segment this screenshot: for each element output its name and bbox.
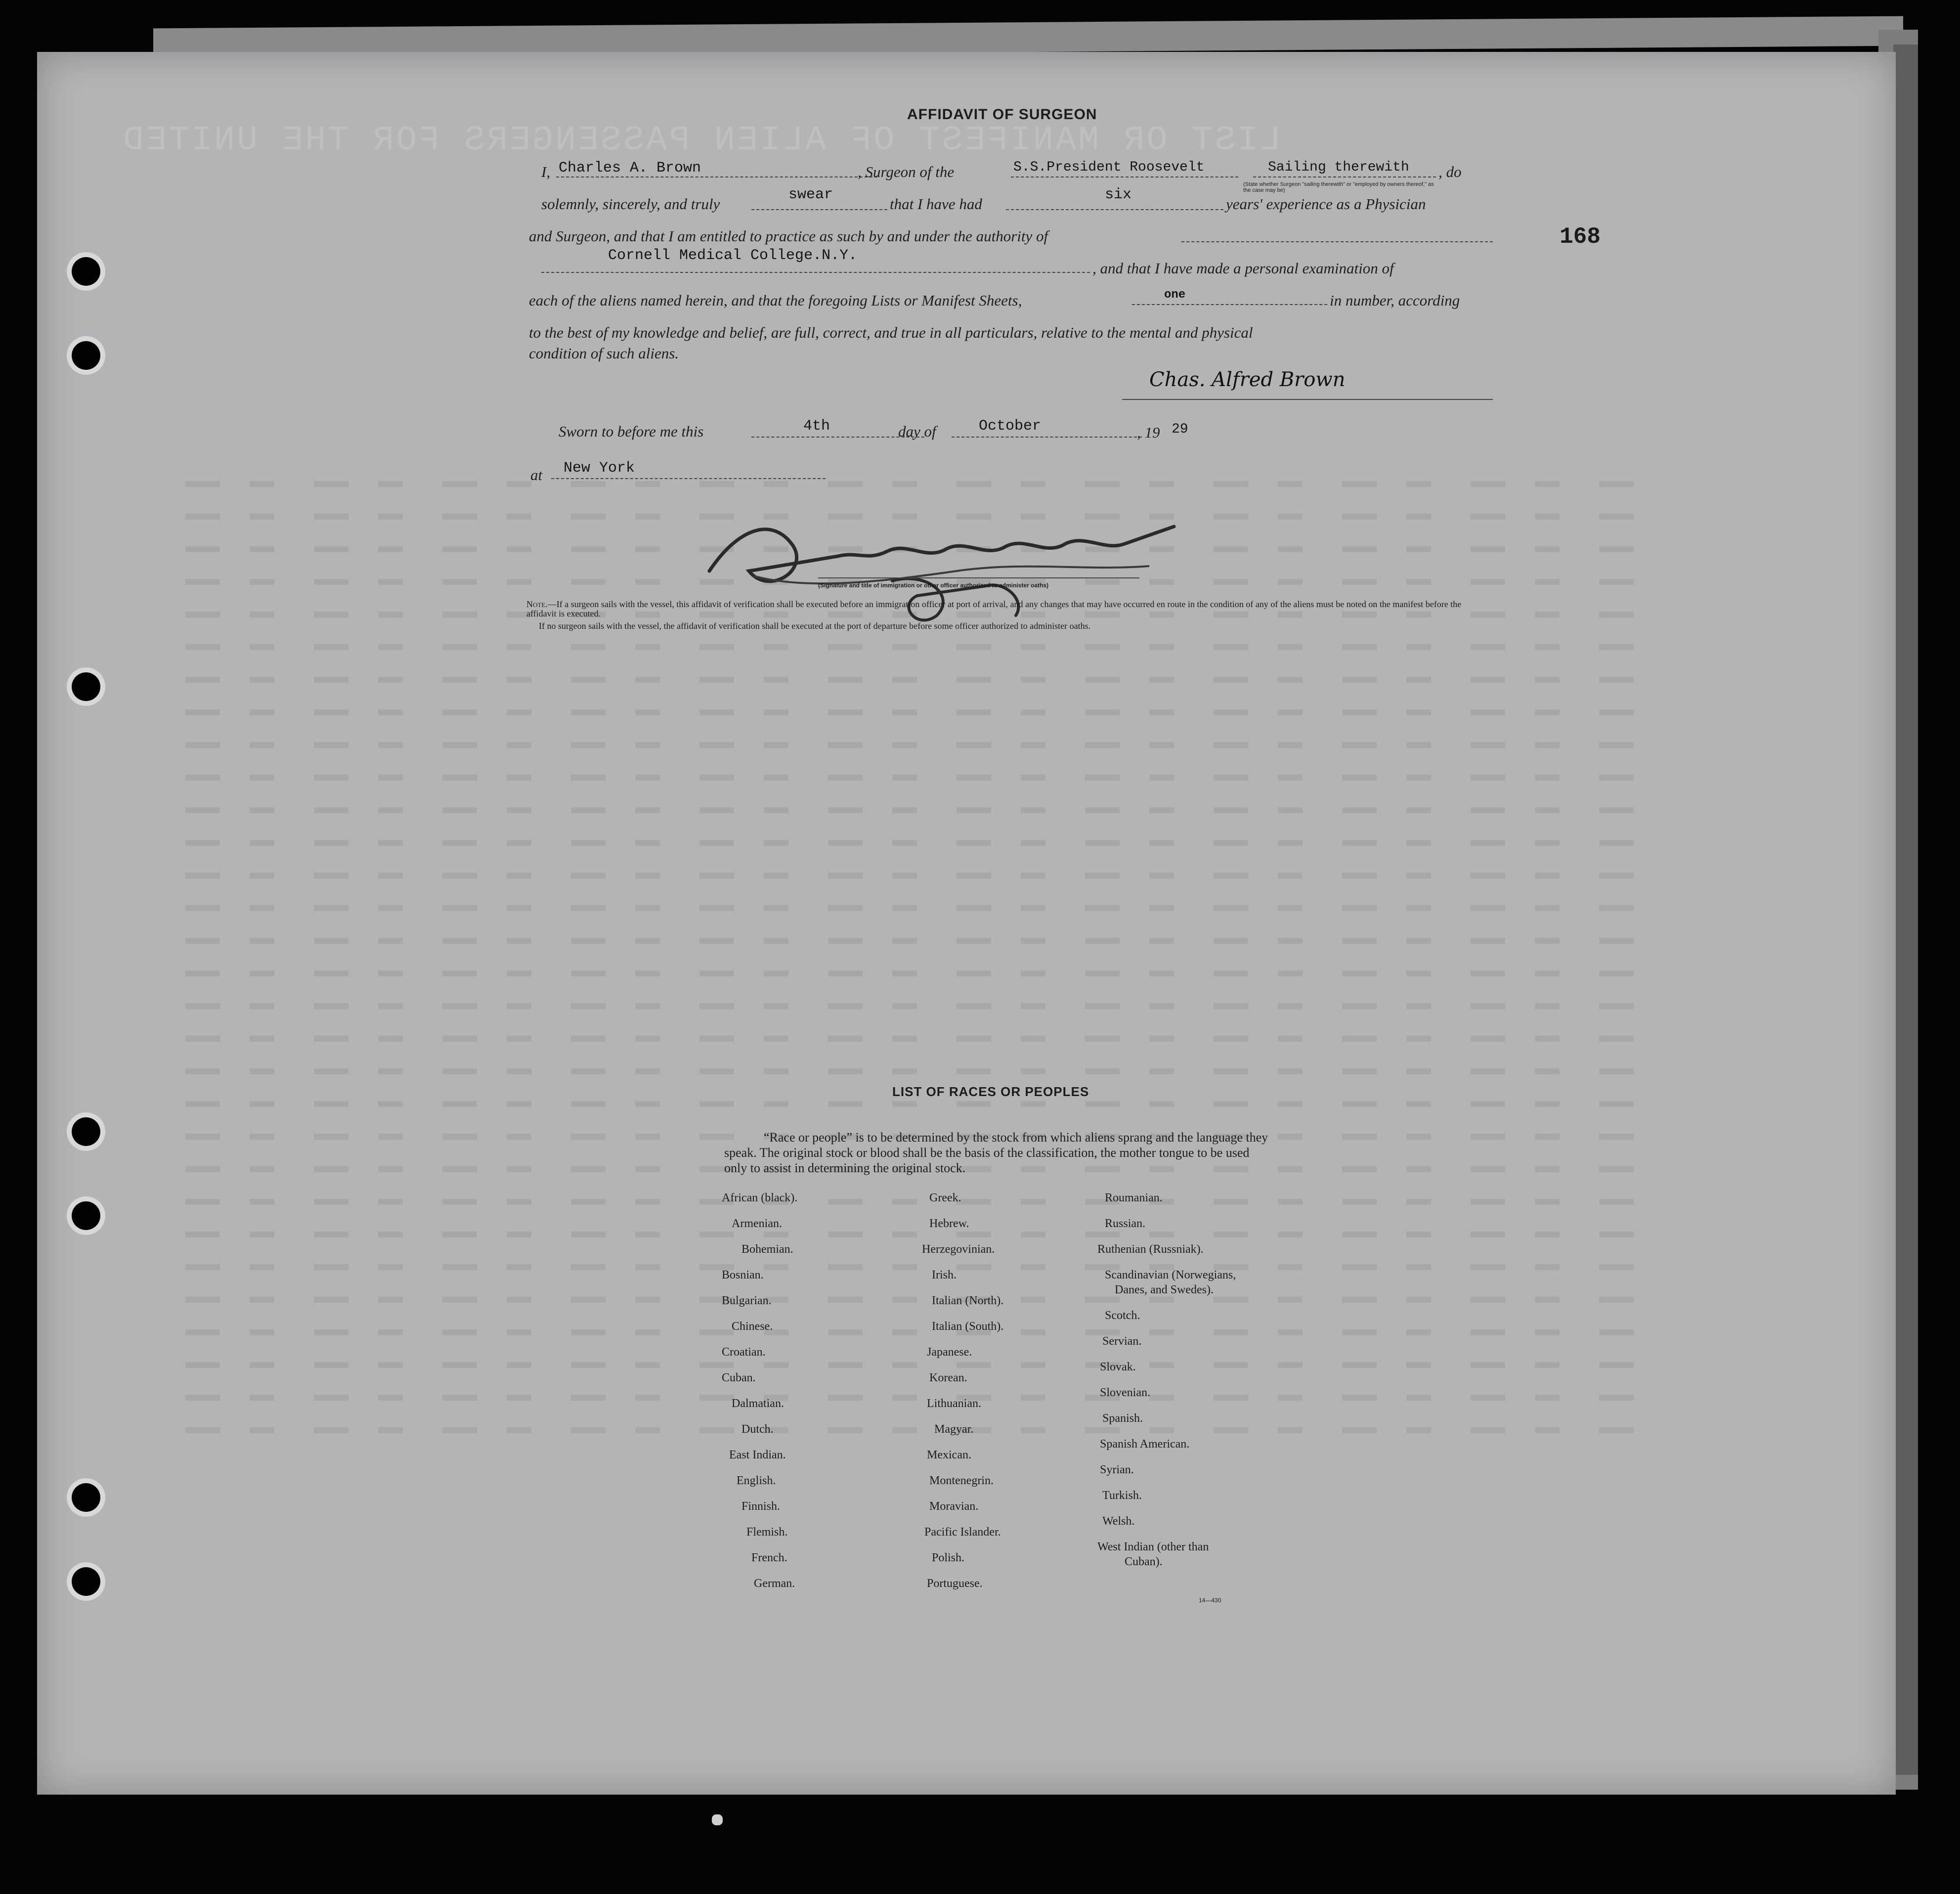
label-day-of: day of: [898, 423, 936, 440]
blank-line: [1006, 209, 1223, 210]
blank-line: [551, 478, 826, 479]
race-item: Syrian.: [1100, 1463, 1134, 1476]
note-paragraph-2: If no surgeon sails with the vessel, the affidavit of verification shall be executed at the port of departure before some officer authorized to administer oaths.: [539, 621, 1091, 631]
bleedthrough-bar: [185, 1362, 1644, 1368]
officer-signature-line: [818, 577, 1139, 578]
race-item: Greek.: [929, 1191, 961, 1204]
race-item: East Indian.: [729, 1449, 786, 1461]
race-item: Russian.: [1105, 1217, 1146, 1230]
race-item: Bohemian.: [741, 1243, 793, 1256]
race-item: Scotch.: [1105, 1309, 1140, 1322]
label-each-of: each of the aliens named herein, and that the foregoing Lists or Manifest Sheets,: [529, 292, 1022, 309]
bleedthrough-bar: [185, 709, 1644, 715]
label-i: I,: [541, 163, 551, 180]
race-item: Danes, and Swedes).: [1115, 1283, 1214, 1296]
note-label: Note.: [526, 599, 548, 609]
sheets-count: one: [1164, 288, 1186, 302]
affidavit-heading: AFFIDAVIT OF SURGEON: [907, 106, 1097, 123]
bleedthrough-row: [185, 1358, 1619, 1372]
label-year-prefix: , 19: [1137, 424, 1160, 441]
bleedthrough-row: [185, 1228, 1619, 1241]
race-item: Moravian.: [929, 1500, 979, 1513]
race-item: West Indian (other than: [1097, 1541, 1209, 1553]
label-years-experience: years' experience as a Physician: [1226, 195, 1426, 213]
bleedthrough-row: [185, 705, 1619, 719]
race-item: Dalmatian.: [732, 1397, 784, 1410]
race-item: Polish.: [932, 1551, 965, 1564]
bleedthrough-row: [185, 1293, 1619, 1307]
bleedthrough-bar: [185, 1297, 1644, 1303]
race-item: Slovak.: [1100, 1361, 1136, 1373]
bleedthrough-bar: [185, 1427, 1644, 1433]
race-item: Mexican.: [927, 1449, 971, 1461]
sworn-day: 4th: [803, 418, 830, 435]
bleedthrough-bar: [185, 873, 1644, 879]
race-item: Japanese.: [927, 1346, 972, 1359]
surgeon-name: Charles A. Brown: [559, 160, 701, 176]
note-paragraph-1: [526, 600, 1490, 618]
punch-hole: [72, 1201, 100, 1230]
race-item: Slovenian.: [1100, 1386, 1150, 1399]
bleedthrough-bar: [185, 1101, 1644, 1107]
race-item: French.: [751, 1551, 787, 1564]
years-count: six: [1105, 186, 1132, 203]
bleedthrough-bar: [185, 1068, 1644, 1074]
bleedthrough-row: [185, 1423, 1619, 1437]
bleedthrough-row: [185, 477, 1619, 491]
punch-hole: [72, 1483, 100, 1512]
race-item: Lithuanian.: [927, 1397, 981, 1410]
bleedthrough-bar: [185, 775, 1644, 781]
signature-line: [1122, 399, 1493, 400]
bleedthrough-bar: [185, 938, 1644, 944]
bleedthrough-bar: [185, 1232, 1644, 1237]
page-stack-shadow: [1893, 44, 1918, 1775]
bleedthrough-bar: [185, 970, 1644, 976]
bleedthrough-bar: [185, 807, 1644, 813]
punch-hole: [72, 341, 100, 370]
race-item: Italian (North).: [932, 1294, 1004, 1307]
bleedthrough-heading: LIST OR MANIFEST OF ALIEN PASSENGERS FOR THE UNITED: [121, 121, 1281, 160]
blank-line: [1253, 176, 1436, 177]
race-item: Herzegovinian.: [922, 1243, 995, 1256]
race-item: Welsh.: [1102, 1515, 1135, 1528]
bleedthrough-row: [185, 934, 1619, 948]
race-item: German.: [754, 1577, 795, 1590]
bleedthrough-bar: [185, 677, 1644, 683]
ink-mark: [712, 1814, 723, 1825]
bleedthrough-row: [185, 901, 1619, 915]
bleedthrough-bar: [185, 1003, 1644, 1009]
manifest-page: [37, 52, 1896, 1795]
punch-hole: [72, 257, 100, 286]
bleedthrough-row: [185, 1391, 1619, 1405]
race-item: Roumanian.: [1105, 1191, 1163, 1204]
label-at: at: [530, 466, 543, 484]
punch-hole: [72, 1117, 100, 1146]
bleedthrough-row: [185, 1325, 1619, 1339]
bleedthrough-row: [185, 836, 1619, 850]
sworn-year: 29: [1172, 422, 1188, 437]
race-item: Cuban).: [1125, 1555, 1163, 1568]
officer-caption: (Signature and title of immigration or other officer authorized to administer oaths): [818, 582, 1049, 589]
page-number: 168: [1560, 224, 1601, 250]
bleedthrough-bar: [185, 481, 1644, 487]
race-item: African (black).: [722, 1191, 798, 1204]
sailing-note: (State whether Surgeon "sailing therewith" or "employed by owners thereof," as the case may be): [1243, 181, 1434, 193]
race-item: Irish.: [932, 1269, 957, 1281]
authority-name: Cornell Medical College.N.Y.: [608, 247, 858, 264]
sworn-place: New York: [564, 460, 635, 477]
race-item: Montenegrin.: [929, 1474, 994, 1487]
bleedthrough-bar: [185, 840, 1644, 846]
race-item: Cuban.: [722, 1371, 756, 1384]
label-authority: and Surgeon, and that I am entitled to practice as such by and under the authority of: [529, 227, 1048, 245]
blank-line: [541, 272, 1090, 273]
bleedthrough-row: [185, 640, 1619, 654]
sailing-status: Sailing therewith: [1268, 160, 1409, 175]
bleedthrough-row: [185, 967, 1619, 980]
bleedthrough-row: [185, 1064, 1619, 1078]
vessel-name: S.S.President Roosevelt: [1013, 160, 1205, 175]
bleedthrough-row: [185, 1260, 1619, 1274]
bleedthrough-bar: [185, 1199, 1644, 1205]
race-item: Pacific Islander.: [924, 1526, 1001, 1539]
blank-line: [751, 209, 887, 210]
race-item: Chinese.: [732, 1320, 773, 1333]
race-item: Dutch.: [741, 1423, 774, 1436]
label-in-number: in number, according: [1330, 292, 1460, 309]
bleedthrough-bar: [185, 1395, 1644, 1401]
race-item: Italian (South).: [932, 1320, 1004, 1333]
form-code: 14—430: [1199, 1597, 1221, 1604]
bleedthrough-bar: [185, 1036, 1644, 1042]
race-item: Hebrew.: [929, 1217, 969, 1230]
race-item: Bosnian.: [722, 1269, 764, 1281]
blank-line: [556, 176, 877, 177]
race-item: Spanish American.: [1100, 1438, 1190, 1451]
race-item: Finnish.: [741, 1500, 781, 1513]
sworn-month: October: [979, 418, 1042, 435]
label-personal-exam: , and that I have made a personal examination of: [1092, 260, 1394, 277]
bleedthrough-bar: [185, 905, 1644, 911]
race-item: Flemish.: [746, 1526, 788, 1539]
race-item: Servian.: [1102, 1335, 1142, 1348]
bleedthrough-row: [185, 673, 1619, 687]
note-text-1: —If a surgeon sails with the vessel, this affidavit of verification shall be executed before an immigration officer at port of arrival, and any changes that may have occurred en route in the condition of any of the aliens must be noted on the manifest before the affidavit is executed.: [526, 599, 1462, 618]
race-item: Spanish.: [1102, 1412, 1143, 1425]
blank-line: [1132, 304, 1327, 305]
bleedthrough-bar: [185, 1264, 1644, 1270]
bleedthrough-row: [185, 1195, 1619, 1209]
bleedthrough-bar: [185, 742, 1644, 748]
bleedthrough-bar: [185, 1329, 1644, 1335]
label-do: , do: [1438, 163, 1462, 180]
bleedthrough-row: [185, 803, 1619, 817]
bleedthrough-row: [185, 771, 1619, 785]
race-item: Turkish.: [1102, 1489, 1142, 1502]
label-solemnly: solemnly, sincerely, and truly: [541, 195, 720, 213]
race-item: Magyar.: [934, 1423, 974, 1436]
blank-line: [952, 437, 1142, 438]
punch-hole: [72, 1567, 100, 1596]
bleedthrough-bar: [185, 644, 1644, 650]
oath-type: swear: [788, 186, 833, 203]
race-item: Ruthenian (Russniak).: [1097, 1243, 1204, 1256]
race-item: Korean.: [929, 1371, 967, 1384]
surgeon-signature: Chas. Alfred Brown: [1149, 368, 1346, 391]
races-intro: “Race or people” is to be determined by the stock from which aliens sprang and the language they speak. The original stock or blood shall be the basis of the classification, the mother tongue to be used only to assist in determining the original stock.: [724, 1130, 1268, 1175]
label-have-had: that I have had: [890, 195, 982, 213]
label-surgeon-of: , Surgeon of the: [858, 163, 955, 180]
race-item: Scandinavian (Norwegians,: [1105, 1269, 1236, 1281]
blank-line: [1181, 241, 1493, 242]
bleedthrough-row: [185, 869, 1619, 882]
label-best-knowledge: to the best of my knowledge and belief, are full, correct, and true in all particulars, relative to the mental and physical: [529, 324, 1253, 341]
races-heading: LIST OF RACES OR PEOPLES: [892, 1084, 1089, 1099]
bleedthrough-row: [185, 1032, 1619, 1046]
bleedthrough-row: [185, 999, 1619, 1013]
race-item: English.: [737, 1474, 776, 1487]
race-item: Portuguese.: [927, 1577, 983, 1590]
bleedthrough-row: [185, 738, 1619, 752]
punch-hole: [72, 672, 100, 701]
blank-line: [1011, 176, 1238, 177]
race-item: Bulgarian.: [722, 1294, 772, 1307]
race-item: Armenian.: [732, 1217, 782, 1230]
label-sworn: Sworn to before me this: [559, 423, 704, 440]
race-item: Croatian.: [722, 1346, 766, 1359]
label-condition: condition of such aliens.: [529, 345, 679, 362]
